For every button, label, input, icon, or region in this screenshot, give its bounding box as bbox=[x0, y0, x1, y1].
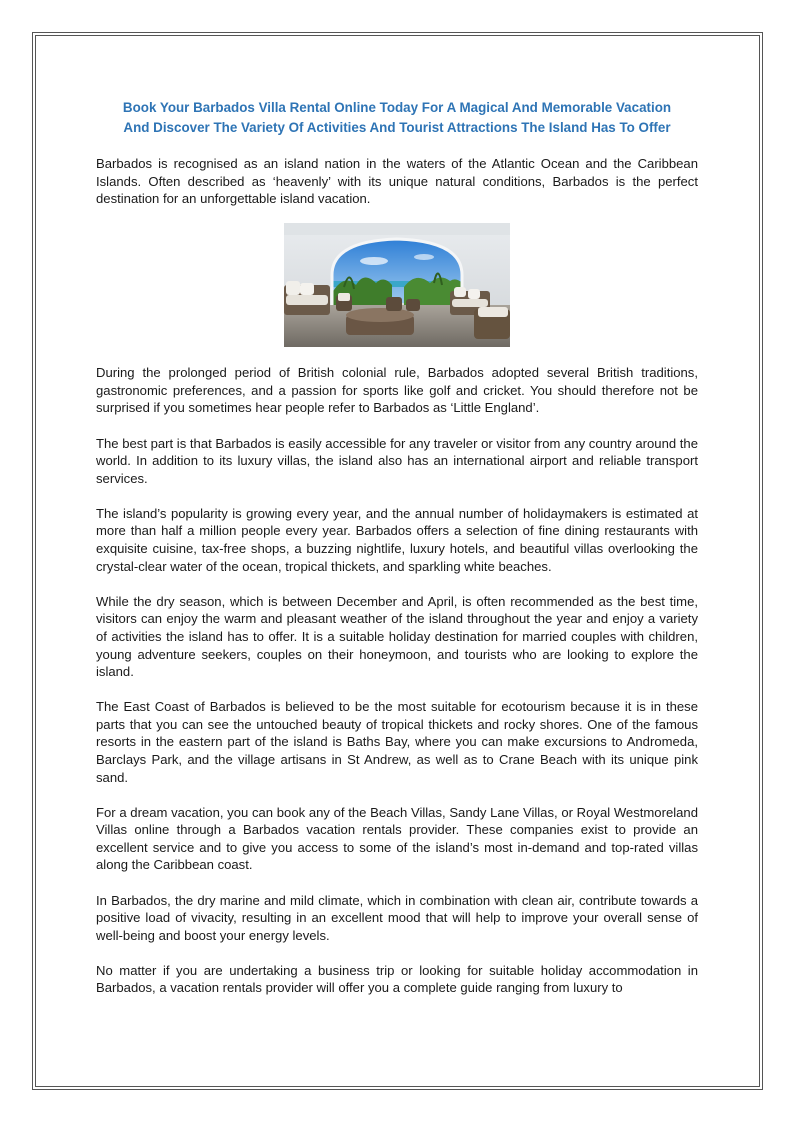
paragraph-4: The island’s popularity is growing every year, and the annual number of holidaymakers is estimated at more than half a million people every year. Barbados offers a selection of fine dining restaurants with exquisite cuisine, tax-free shops, a buzzing nightlife, luxury hotels, and beautiful villas overlooking the crystal-clear water of the ocean, tropical thickets, and sparkling white beaches. bbox=[96, 505, 698, 574]
villa-terrace-photo bbox=[284, 223, 510, 347]
paragraph-8: In Barbados, the dry marine and mild climate, which in combination with clean air, contribute towards a positive load of vivacity, resulting in an excellent mood that will help to improve your overall sense of well-being and boost your energy levels. bbox=[96, 892, 698, 943]
villa-photo-container bbox=[96, 223, 698, 347]
document-body bbox=[96, 98, 698, 1015]
paragraph-5: While the dry season, which is between December and April, is often recommended as the best time, visitors can enjoy the warm and pleasant weather of the island throughout the year and enjoy a variety of activities the island has to offer. It is a suitable holiday destination for married couples with children, young adventure seekers, couples on their honeymoon, and tourists who are looking to explore the island. bbox=[96, 593, 698, 680]
paragraph-9: No matter if you are undertaking a business trip or looking for suitable holiday accommodation in Barbados, a vacation rentals provider will offer you a complete guide ranging from luxury to bbox=[96, 962, 698, 996]
paragraph-7: For a dream vacation, you can book any of the Beach Villas, Sandy Lane Villas, or Royal Westmoreland Villas online through a Barbados vacation rentals provider. These companies exist to provide an excellent service and to give you access to some of the island’s most in-demand and top-rated villas along the Caribbean coast. bbox=[96, 804, 698, 873]
paragraph-2: During the prolonged period of British colonial rule, Barbados adopted several British traditions, gastronomic preferences, and a passion for sports like golf and cricket. You should therefore not be surprised if you sometimes hear people refer to Barbados as ‘Little England’. bbox=[96, 365, 698, 416]
document-title bbox=[96, 98, 698, 138]
paragraph-1: Barbados is recognised as an island nation in the waters of the Atlantic Ocean and the Caribbean Islands. Often described as ‘heavenly’ with its unique natural conditions, Barbados is the perfect destination for an unforgettable island vacation. bbox=[96, 156, 698, 207]
paragraph-6: The East Coast of Barbados is believed to be the most suitable for ecotourism because it is in these parts that you can see the untouched beauty of tropical thickets and rocky shores. One of the famous resorts in the eastern part of the island is Baths Bay, where you can make excursions to Andromeda, Barclays Park, and the village artisans in St Andrew, as well as to Crane Beach with its unique pink sand. bbox=[96, 699, 698, 785]
title-line-1: Book Your Barbados Villa Rental Online Today For A Magical And Memorable Vacation bbox=[122, 100, 672, 115]
title-line-2: And Discover The Variety Of Activities And Tourist Attractions The Island Has To Offer bbox=[123, 120, 671, 135]
paragraph-3: The best part is that Barbados is easily accessible for any traveler or visitor from any country around the world. In addition to its luxury villas, the island also has an international airport and reliable transport services. bbox=[96, 435, 698, 486]
